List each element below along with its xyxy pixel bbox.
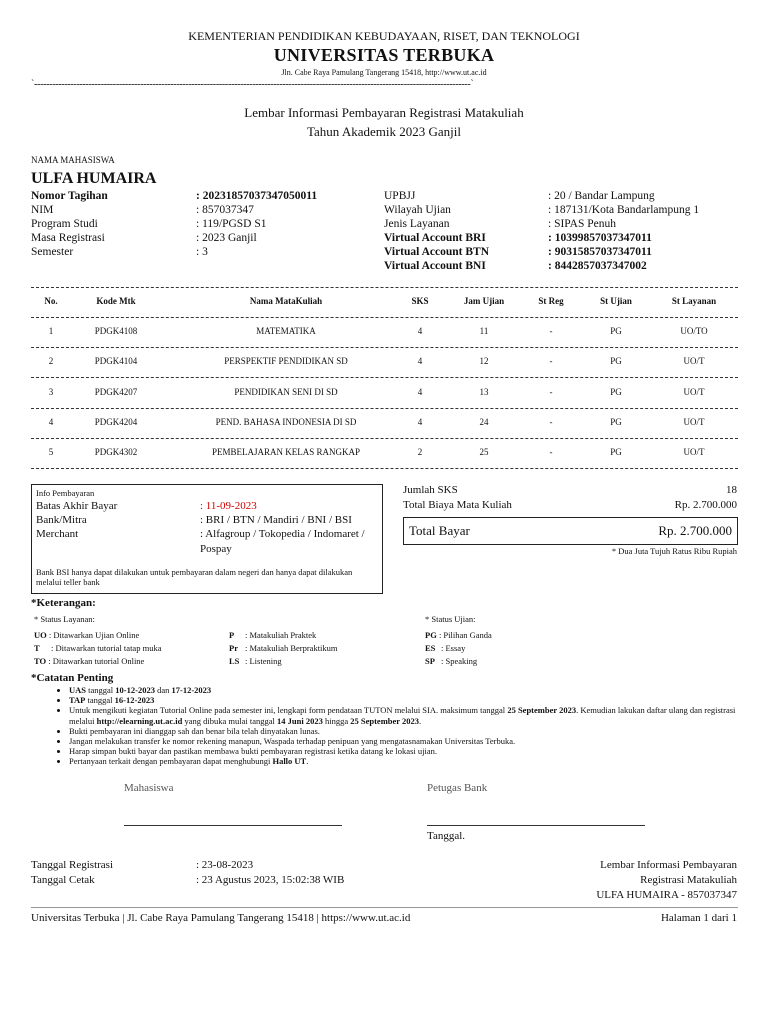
total-sks-label: Jumlah SKS <box>403 484 458 496</box>
upbjj-value: : 20 / Bandar Lampung <box>548 190 655 202</box>
nim-value: : 857037347 <box>196 204 254 216</box>
legend-item <box>34 642 161 655</box>
print-date-label: Tanggal Cetak <box>31 874 95 886</box>
university-name: UNIVERSITAS TERBUKA <box>273 45 495 65</box>
legend-desc: : Speaking <box>441 656 478 666</box>
course-name: MATEMATIKA <box>256 326 316 336</box>
table-row <box>31 356 738 376</box>
course-reg-status: - <box>549 447 553 457</box>
due-date-label: Batas Akhir Bayar <box>36 500 118 512</box>
info-row-invoice <box>31 190 371 204</box>
course-exam-time: 12 <box>479 356 489 366</box>
va-btn-value: : 90315857037347011 <box>548 246 652 258</box>
info-row-service-type <box>384 218 738 232</box>
legend-code: Pr <box>229 643 238 653</box>
course-service-status: UO/T <box>683 417 705 427</box>
total-sks-value: 18 <box>726 484 737 496</box>
due-date-value: : 11-09-2023 <box>200 500 257 512</box>
student-signature-label: Mahasiswa <box>124 782 174 794</box>
course-exam-time: 24 <box>479 417 489 427</box>
legend-desc: : Ditawarkan tutorial Online <box>48 656 145 666</box>
course-exam-time: 25 <box>479 447 489 457</box>
merchant-value-cont: Pospay <box>200 543 232 555</box>
legend-item <box>34 655 161 668</box>
info-row-va-btn <box>384 246 738 260</box>
course-no: 1 <box>48 326 54 336</box>
info-row-semester <box>31 246 371 260</box>
bank-officer-signature-label: Petugas Bank <box>427 782 488 794</box>
merchant-label: Merchant <box>36 528 79 540</box>
course-service-status: UO/T <box>683 356 705 366</box>
footer-rule <box>31 907 738 908</box>
service-type-value: : SIPAS Penuh <box>548 218 616 230</box>
document-title: Lembar Informasi Pembayaran Registrasi Matakuliah <box>244 105 524 120</box>
course-exam-status: PG <box>610 326 622 336</box>
col-header-course: Nama MataKuliah <box>249 296 323 306</box>
table-row <box>31 326 738 346</box>
course-code: PDGK4108 <box>94 326 138 336</box>
legend-desc: : Listening <box>245 656 282 666</box>
exam-region-value: : 187131/Kota Bandarlampung 1 <box>548 204 700 216</box>
legend-desc: : Ditawarkan Ujian Online <box>48 630 140 640</box>
legend-desc: : Ditawarkan tutorial tatap muka <box>51 643 162 653</box>
upbjj-label: UPBJJ <box>384 190 416 202</box>
course-exam-status: PG <box>610 447 622 457</box>
footer-doc-title: Lembar Informasi Pembayaran <box>600 859 737 871</box>
col-header-reg-status: St Reg <box>538 296 564 306</box>
total-cost-value: Rp. 2.700.000 <box>674 499 737 511</box>
service-status-title: * Status Layanan: <box>34 614 95 624</box>
legend-desc: : Pilihan Ganda <box>438 630 492 640</box>
note-item: • Harap simpan bukti bayar dan pastikan membawa bukti pembayaran registrasi ketika datang ke lokasi ujian. <box>69 746 738 756</box>
registration-date-value: : 23-08-2023 <box>196 859 254 871</box>
col-header-no: No. <box>44 296 58 306</box>
page-number: Halaman 1 dari 1 <box>660 912 737 924</box>
course-exam-status: PG <box>610 387 622 397</box>
note-item: • Untuk mengikuti kegiatan Tutorial Online pada semester ini, lengkapi form pendataan TUTON melalui SIA. maksimum tanggal 25 September 2023. Kemudian lakukan daftar ulang dan registrasi melalui http://elearning.ut.ac.id yang dibuka mulai tanggal 14 Juni 2023 hingga 25 September 2023. <box>69 705 738 725</box>
legend-desc: : Matakuliah Berpraktikum <box>245 643 338 653</box>
total-payment-box <box>403 517 738 545</box>
table-divider <box>31 468 738 469</box>
info-row-nim <box>31 204 371 218</box>
period-label: Masa Registrasi <box>31 232 105 244</box>
legend-item <box>34 629 161 642</box>
course-exam-status: PG <box>610 356 622 366</box>
legend-code: ES <box>425 643 436 653</box>
course-type-legend <box>229 629 338 668</box>
table-divider <box>31 377 738 378</box>
course-service-status: UO/T <box>683 387 705 397</box>
table-row <box>31 417 738 437</box>
course-exam-status: PG <box>610 417 622 427</box>
course-code: PDGK4207 <box>94 387 138 397</box>
university-address: Jln. Cabe Raya Pamulang Tangerang 15418, http://www.ut.ac.id <box>281 68 487 77</box>
course-no: 4 <box>48 417 54 427</box>
course-sks: 4 <box>417 387 423 397</box>
course-reg-status: - <box>549 387 553 397</box>
legend-item <box>229 642 338 655</box>
legend-code: PG <box>425 630 437 640</box>
invoice-label: Nomor Tagihan <box>31 190 108 202</box>
footer-student-id: ULFA HUMAIRA - 857037347 <box>596 889 737 901</box>
legend-item <box>425 655 492 668</box>
registration-date-label: Tanggal Registrasi <box>31 859 114 871</box>
student-info-right <box>384 190 738 274</box>
col-header-sks: SKS <box>411 296 429 306</box>
print-date-value: : 23 Agustus 2023, 15:02:38 WIB <box>196 874 345 886</box>
program-value: : 119/PGSD S1 <box>196 218 267 230</box>
program-label: Program Studi <box>31 218 98 230</box>
course-name: PERSPEKTIF PENDIDIKAN SD <box>224 356 348 366</box>
info-row-va-bni <box>384 260 738 274</box>
course-sks: 4 <box>417 326 423 336</box>
note-item: • Bukti pembayaran ini dianggap sah dan benar bila telah dinyatakan lunas. <box>69 726 738 736</box>
va-bri-label: Virtual Account BRI <box>384 232 486 244</box>
legend-code: UO <box>34 630 47 640</box>
course-reg-status: - <box>549 356 553 366</box>
legend-code: LS <box>229 656 240 666</box>
col-header-exam-status: St Ujian <box>600 296 632 306</box>
ministry-name: KEMENTERIAN PENDIDIKAN KEBUDAYAAN, RISET, DAN TEKNOLOGI <box>188 29 580 43</box>
academic-year: Tahun Akademik 2023 Ganjil <box>307 124 461 139</box>
table-row <box>31 387 738 407</box>
total-cost-label: Total Biaya Mata Kuliah <box>403 499 512 511</box>
student-signature-line <box>124 825 342 826</box>
course-no: 2 <box>48 356 54 366</box>
va-bni-value: : 8442857037347002 <box>548 260 647 272</box>
course-name: PEMBELAJARAN KELAS RANGKAP <box>211 447 360 457</box>
course-no: 3 <box>48 387 54 397</box>
course-code: PDGK4204 <box>94 417 138 427</box>
info-row-registration-period <box>31 232 371 246</box>
invoice-value: : 20231857037347050011 <box>196 190 318 202</box>
note-item: • UAS tanggal 10-12-2023 dan 17-12-2023 <box>69 685 738 695</box>
legend-code: P <box>229 630 235 640</box>
bank-value: : BRI / BTN / Mandiri / BNI / BSI <box>200 514 352 526</box>
va-bni-label: Virtual Account BNI <box>384 260 486 272</box>
legend-code: T <box>34 643 40 653</box>
col-header-service-status: St Layanan <box>671 296 717 306</box>
exam-region-label: Wilayah Ujian <box>384 204 451 216</box>
info-row-upbjj <box>384 190 738 204</box>
semester-value: : 3 <box>196 246 208 258</box>
signature-date-label: Tanggal. <box>427 830 466 842</box>
course-code: PDGK4302 <box>94 447 138 457</box>
table-divider <box>31 408 738 409</box>
table-divider <box>31 347 738 348</box>
course-no: 5 <box>48 447 54 457</box>
course-exam-time: 11 <box>479 326 489 336</box>
nim-label: NIM <box>31 204 54 216</box>
legend-item <box>229 629 338 642</box>
bsi-note: Bank BSI hanya dapat dilakukan untuk pembayaran dalam negeri dan hanya dapat dilakukan melalui teller bank <box>36 567 353 587</box>
legend-desc: : Essay <box>441 643 466 653</box>
table-divider <box>31 287 738 288</box>
course-name: PEND. BAHASA INDONESIA DI SD <box>215 417 357 427</box>
table-divider <box>31 438 738 439</box>
course-service-status: UO/T <box>683 447 705 457</box>
table-header-row <box>31 296 738 316</box>
exam-status-title: * Status Ujian: <box>425 614 476 624</box>
col-header-code: Kode Mtk <box>96 296 136 306</box>
service-type-label: Jenis Layanan <box>384 218 450 230</box>
footer-doc-subtitle: Registrasi Matakuliah <box>640 874 737 886</box>
note-item: • Jangan melakukan transfer ke nomor rekening manapun, Waspada terhadap penipuan yang mengatasnamakan Universitas Terbuka. <box>69 736 738 746</box>
footer-address: Universitas Terbuka | Jl. Cabe Raya Pamulang Tangerang 15418 | https://www.ut.ac.id <box>31 912 411 924</box>
table-row <box>31 447 738 467</box>
va-bri-value: : 10399857037347011 <box>548 232 652 244</box>
info-row-program <box>31 218 371 232</box>
legend-item <box>425 642 492 655</box>
total-payment-value: Rp. 2.700.000 <box>658 523 732 538</box>
legend-code: SP <box>425 656 435 666</box>
table-divider <box>31 317 738 318</box>
legend-code: TO <box>34 656 47 666</box>
total-in-words: * Dua Juta Tujuh Ratus Ribu Rupiah <box>611 546 737 556</box>
course-sks: 4 <box>417 356 423 366</box>
bank-signature-line <box>427 825 645 826</box>
course-name: PENDIDIKAN SENI DI SD <box>234 387 338 397</box>
course-exam-time: 13 <box>479 387 489 397</box>
legend-item <box>425 629 492 642</box>
legend-item <box>229 655 338 668</box>
student-name-label: NAMA MAHASISWA <box>31 155 115 165</box>
header-separator: `------------------------------------------------------------------------------------------------------------------------------------------------` <box>31 79 474 90</box>
student-info-left <box>31 190 371 260</box>
payment-info-box <box>31 484 383 594</box>
course-service-status: UO/TO <box>680 326 708 336</box>
course-sks: 2 <box>417 447 423 457</box>
merchant-value: : Alfagroup / Tokopedia / Indomaret / <box>200 528 365 540</box>
course-code: PDGK4104 <box>94 356 138 366</box>
period-value: : 2023 Ganjil <box>196 232 257 244</box>
semester-label: Semester <box>31 246 74 258</box>
course-reg-status: - <box>549 326 553 336</box>
va-btn-label: Virtual Account BTN <box>384 246 489 258</box>
service-status-legend <box>34 629 161 668</box>
important-notes-title: *Catatan Penting <box>31 672 114 684</box>
note-item: • TAP tanggal 16-12-2023 <box>69 695 738 705</box>
legend-desc: : Matakuliah Praktek <box>245 630 317 640</box>
student-name: ULFA HUMAIRA <box>31 170 157 187</box>
exam-status-legend <box>425 629 492 668</box>
payment-info-title: Info Pembayaran <box>36 488 95 498</box>
important-notes-list <box>31 685 738 767</box>
elearning-link[interactable]: http://elearning.ut.ac.id <box>96 715 183 726</box>
total-payment-label: Total Bayar <box>409 523 470 538</box>
course-sks: 4 <box>417 417 423 427</box>
course-reg-status: - <box>549 417 553 427</box>
bank-label: Bank/Mitra <box>36 514 87 526</box>
keterangan-title: *Keterangan: <box>31 597 96 609</box>
col-header-exam-time: Jam Ujian <box>463 296 505 306</box>
info-row-va-bri <box>384 232 738 246</box>
note-item: • Pertanyaan terkait dengan pembayaran dapat menghubungi Hallo UT. <box>69 756 738 766</box>
info-row-exam-region <box>384 204 738 218</box>
